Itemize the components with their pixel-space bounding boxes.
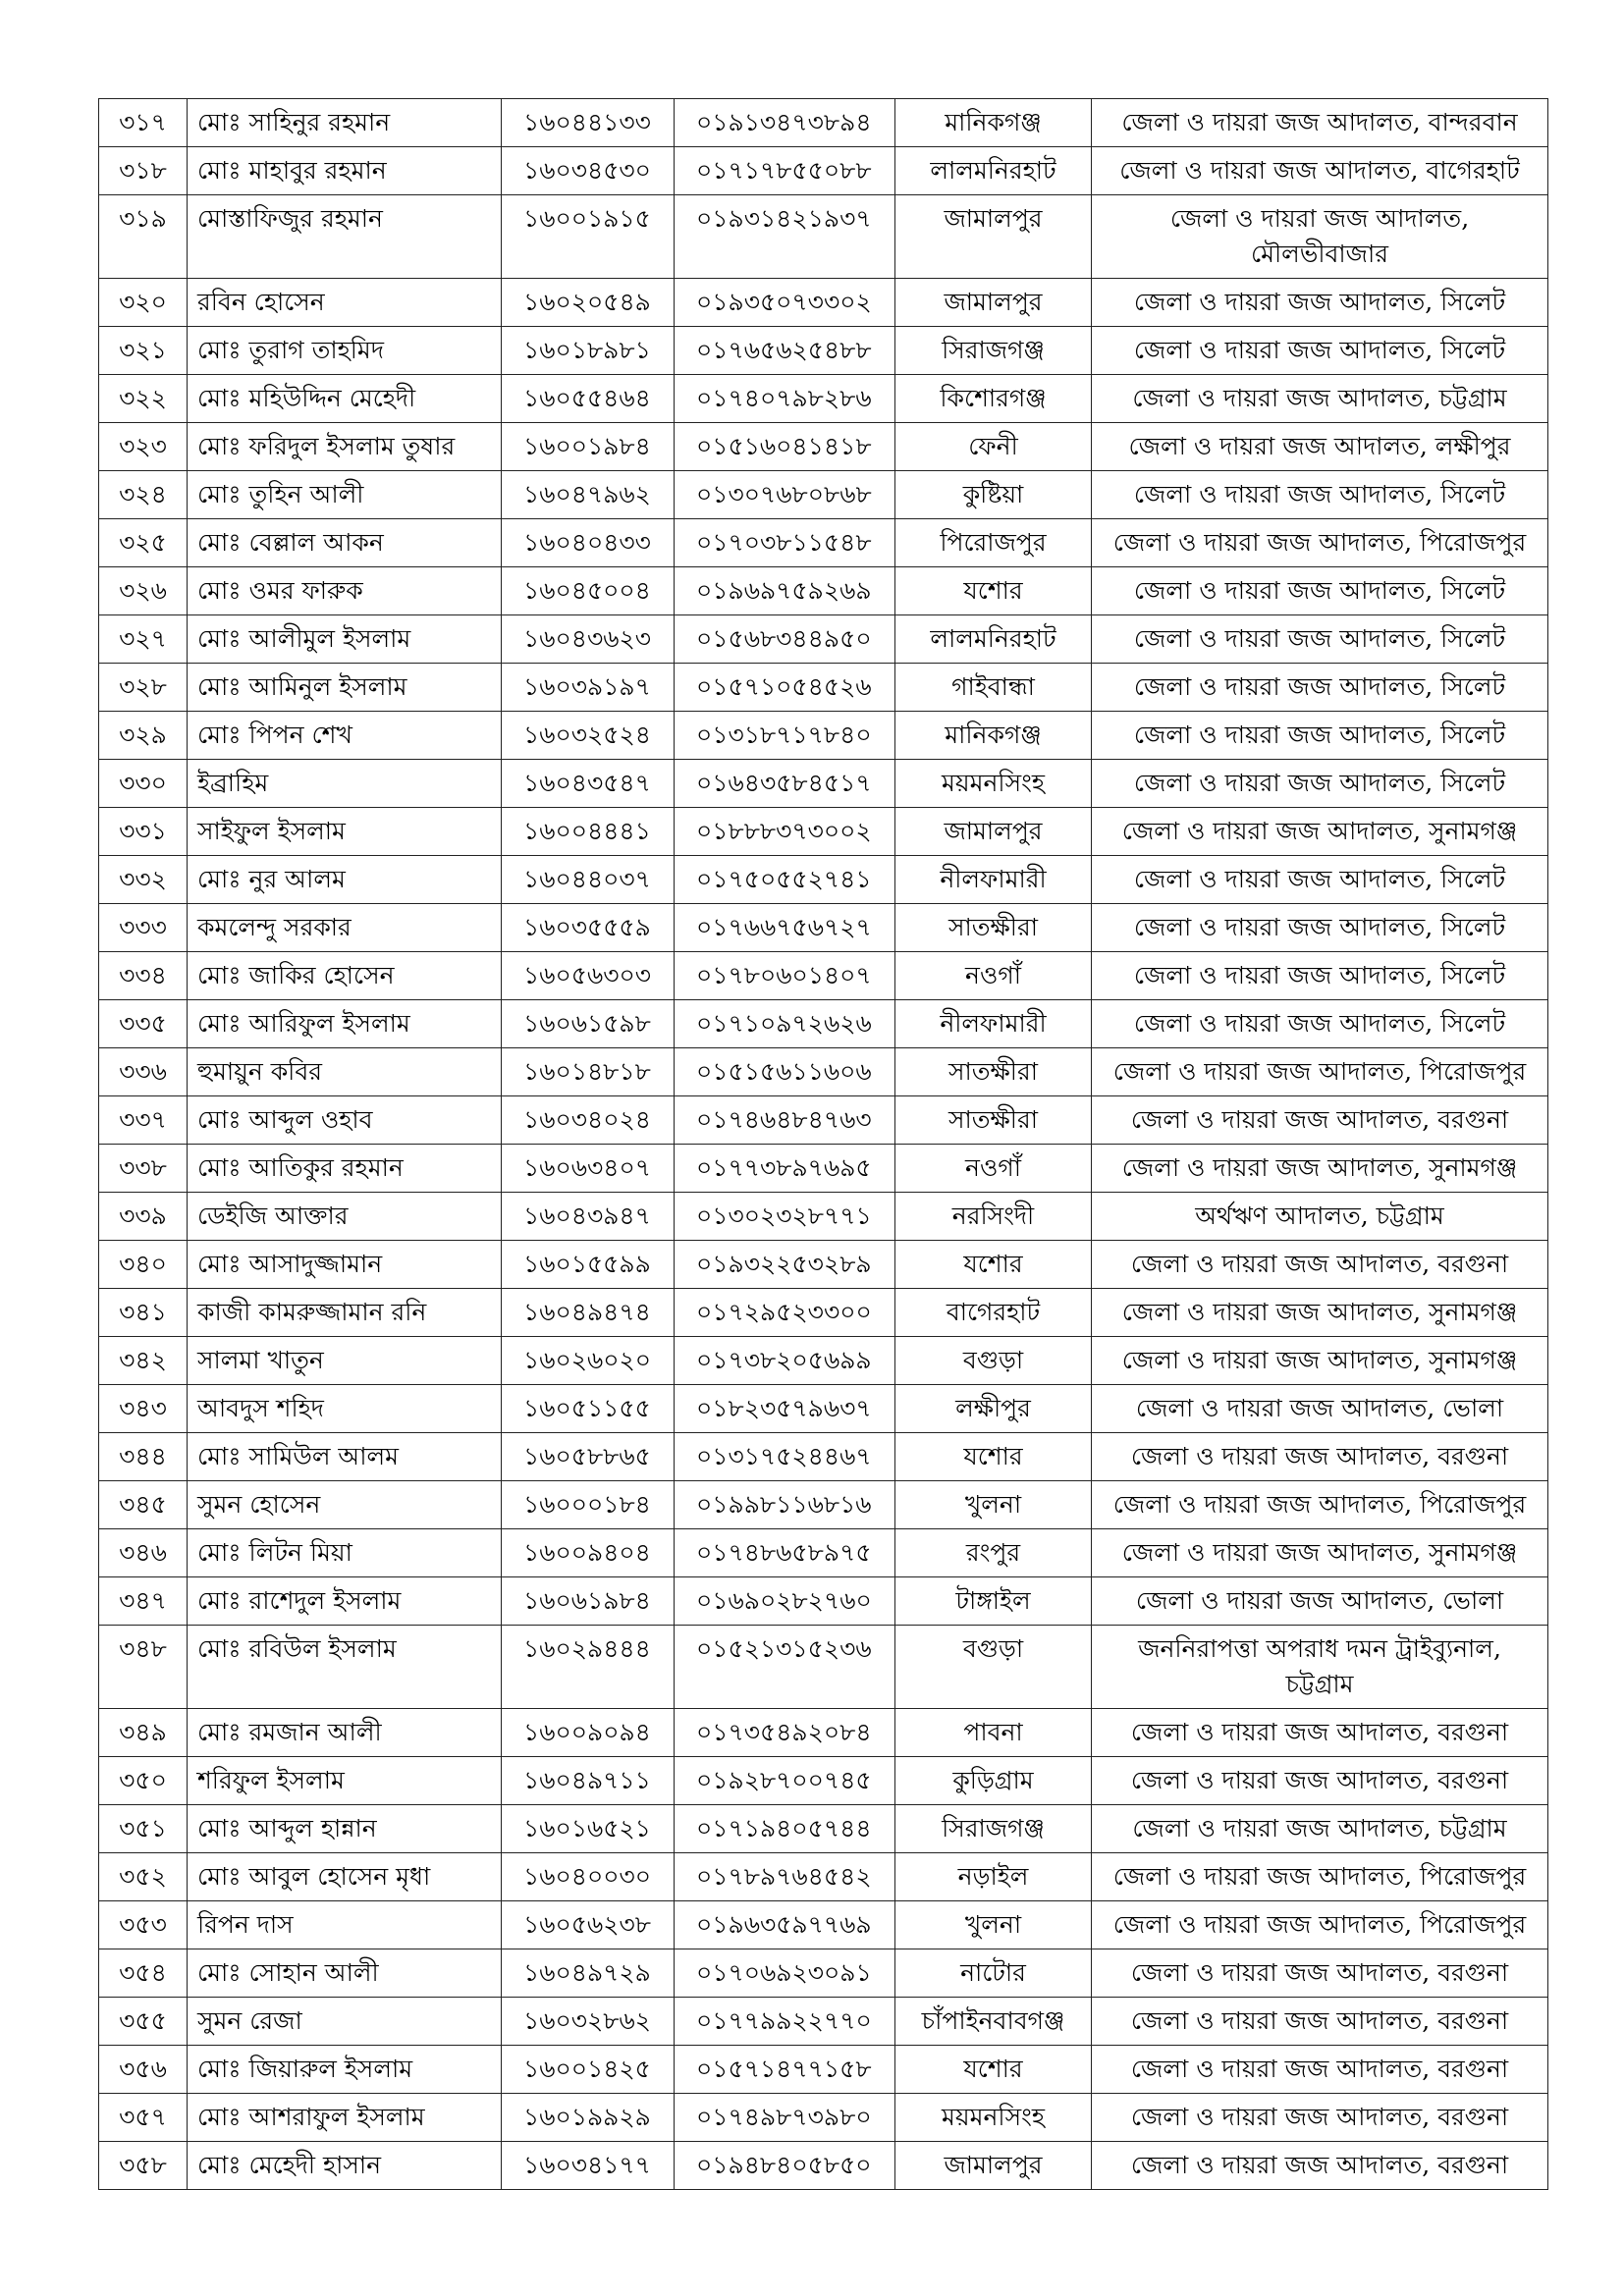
table-row [99, 712, 1548, 760]
table-row [99, 567, 1548, 615]
name-cell: মোঃ আব্দুল ওহাব [188, 1096, 502, 1145]
court-cell: জেলা ও দায়রা জজ আদালত, সিলেট [1092, 1000, 1548, 1048]
table-row [99, 279, 1548, 327]
court-cell: জেলা ও দায়রা জজ আদালত, পিরোজপুর [1092, 519, 1548, 567]
name-cell: মোঃ তুরাগ তাহমিদ [188, 327, 502, 375]
phone-cell: ০১৭৩৫৪৯২০৮৪ [675, 1709, 895, 1757]
phone-cell: ০১৯২৮৭০০৭৪৫ [675, 1757, 895, 1805]
court-cell: জেলা ও দায়রা জজ আদালত, বরগুনা [1092, 1433, 1548, 1481]
table-row [99, 1757, 1548, 1805]
name-cell: মোঃ আশরাফুল ইসলাম [188, 2094, 502, 2142]
name-cell: সালমা খাতুন [188, 1337, 502, 1385]
serial-number-cell: ৩২৬ [99, 567, 188, 615]
table-row [99, 1433, 1548, 1481]
phone-cell: ০১৫১৫৬১১৬০৬ [675, 1048, 895, 1096]
roll-number-cell: ১৬০৪০৪৩৩ [502, 519, 675, 567]
court-cell: জেলা ও দায়রা জজ আদালত, বরগুনা [1092, 1096, 1548, 1145]
name-cell: সুমন রেজা [188, 1998, 502, 2046]
court-cell: জেলা ও দায়রা জজ আদালত, সিলেট [1092, 567, 1548, 615]
district-cell: পিরোজপুর [895, 519, 1092, 567]
table-row [99, 519, 1548, 567]
name-cell: মোঃ ফরিদুল ইসলাম তুষার [188, 423, 502, 471]
court-cell: জেলা ও দায়রা জজ আদালত, সিলেট [1092, 615, 1548, 664]
name-cell: মোঃ আব্দুল হান্নান [188, 1805, 502, 1853]
serial-number-cell: ৩৫০ [99, 1757, 188, 1805]
phone-cell: ০১৭৪০৭৯৮২৮৬ [675, 375, 895, 423]
name-cell: মোঃ জিয়ারুল ইসলাম [188, 2046, 502, 2094]
roll-number-cell: ১৬০৪৭৯৬২ [502, 471, 675, 519]
court-cell: জেলা ও দায়রা জজ আদালত, বাগেরহাট [1092, 147, 1548, 195]
district-cell: জামালপুর [895, 279, 1092, 327]
court-cell: জেলা ও দায়রা জজ আদালত, সুনামগঞ্জ [1092, 1145, 1548, 1193]
roll-number-cell: ১৬০২৬০২০ [502, 1337, 675, 1385]
roll-number-cell: ১৬০৬১৫৯৮ [502, 1000, 675, 1048]
table-row [99, 1241, 1548, 1289]
table-row [99, 1529, 1548, 1577]
name-cell: মোঃ মহিউদ্দিন মেহেদী [188, 375, 502, 423]
court-cell: জেলা ও দায়রা জজ আদালত, সিলেট [1092, 904, 1548, 952]
table-row [99, 1577, 1548, 1626]
court-cell: জেলা ও দায়রা জজ আদালত, সিলেট [1092, 471, 1548, 519]
table-row [99, 1289, 1548, 1337]
table-row [99, 2046, 1548, 2094]
district-cell: কিশোরগঞ্জ [895, 375, 1092, 423]
phone-cell: ০১৭৪৯৮৭৩৯৮০ [675, 2094, 895, 2142]
serial-number-cell: ৩২৩ [99, 423, 188, 471]
name-cell: মোঃ তুহিন আলী [188, 471, 502, 519]
serial-number-cell: ৩২২ [99, 375, 188, 423]
roll-number-cell: ১৬০৪৩৯৪৭ [502, 1193, 675, 1241]
serial-number-cell: ৩১৮ [99, 147, 188, 195]
name-cell: মোঃ সোহান আলী [188, 1949, 502, 1998]
roll-number-cell: ১৬০৫৬২৩৮ [502, 1901, 675, 1949]
table-row [99, 1481, 1548, 1529]
phone-cell: ০১৫২১৩১৫২৩৬ [675, 1626, 895, 1709]
court-cell: জেলা ও দায়রা জজ আদালত, চট্টগ্রাম [1092, 1805, 1548, 1853]
phone-cell: ০১৭৭৩৮৯৭৬৯৫ [675, 1145, 895, 1193]
name-cell: মোঃ সামিউল আলম [188, 1433, 502, 1481]
serial-number-cell: ৩৪৫ [99, 1481, 188, 1529]
court-cell: জননিরাপত্তা অপরাধ দমন ট্রাইব্যুনাল, চট্টগ্রাম [1092, 1626, 1548, 1709]
serial-number-cell: ৩৫৭ [99, 2094, 188, 2142]
phone-cell: ০১৯১৩৪৭৩৮৯৪ [675, 99, 895, 147]
district-cell: বগুড়া [895, 1626, 1092, 1709]
name-cell: মোঃ আবুল হোসেন মৃধা [188, 1853, 502, 1901]
table-row [99, 1901, 1548, 1949]
name-cell: মোঃ মাহাবুর রহমান [188, 147, 502, 195]
court-cell: জেলা ও দায়রা জজ আদালত, ভোলা [1092, 1577, 1548, 1626]
phone-cell: ০১৩১৮৭১৭৮৪০ [675, 712, 895, 760]
district-cell: সাতক্ষীরা [895, 1096, 1092, 1145]
serial-number-cell: ৩৫৬ [99, 2046, 188, 2094]
table-row [99, 808, 1548, 856]
table-row [99, 1853, 1548, 1901]
phone-cell: ০১৭৬৬৭৫৬৭২৭ [675, 904, 895, 952]
district-cell: নীলফামারী [895, 856, 1092, 904]
name-cell: মোঃ সাহিনুর রহমান [188, 99, 502, 147]
district-cell: ফেনী [895, 423, 1092, 471]
roll-number-cell: ১৬০৪৪০৩৭ [502, 856, 675, 904]
name-cell: মোঃ বেল্লাল আকন [188, 519, 502, 567]
phone-cell: ০১৭৪৮৬৫৮৯৭৫ [675, 1529, 895, 1577]
district-cell: নাটোর [895, 1949, 1092, 1998]
roll-number-cell: ১৬০১৮৯৮১ [502, 327, 675, 375]
serial-number-cell: ৩২১ [99, 327, 188, 375]
serial-number-cell: ৩২৭ [99, 615, 188, 664]
court-cell: জেলা ও দায়রা জজ আদালত, সিলেট [1092, 279, 1548, 327]
district-cell: জামালপুর [895, 195, 1092, 279]
table-row [99, 2094, 1548, 2142]
name-cell: রবিন হোসেন [188, 279, 502, 327]
serial-number-cell: ৩৩২ [99, 856, 188, 904]
phone-cell: ০১৫৭১৪৭৭১৫৮ [675, 2046, 895, 2094]
name-cell: মোঃ নুর আলম [188, 856, 502, 904]
name-cell: সুমন হোসেন [188, 1481, 502, 1529]
roll-number-cell: ১৬০৪৯৪৭৪ [502, 1289, 675, 1337]
name-cell: আবদুস শহিদ [188, 1385, 502, 1433]
table-row [99, 327, 1548, 375]
district-cell: সাতক্ষীরা [895, 904, 1092, 952]
serial-number-cell: ৩২০ [99, 279, 188, 327]
phone-cell: ০১৭৪৬৪৮৪৭৬৩ [675, 1096, 895, 1145]
table-row [99, 1145, 1548, 1193]
roll-number-cell: ১৬০১৫৫৯৯ [502, 1241, 675, 1289]
table-row [99, 952, 1548, 1000]
court-cell: জেলা ও দায়রা জজ আদালত, বরগুনা [1092, 1998, 1548, 2046]
name-cell: মোঃ রবিউল ইসলাম [188, 1626, 502, 1709]
name-cell: মোঃ আলীমুল ইসলাম [188, 615, 502, 664]
serial-number-cell: ৩৩৭ [99, 1096, 188, 1145]
serial-number-cell: ৩৪২ [99, 1337, 188, 1385]
district-cell: সিরাজগঞ্জ [895, 327, 1092, 375]
serial-number-cell: ৩৫৪ [99, 1949, 188, 1998]
district-cell: ময়মনসিংহ [895, 2094, 1092, 2142]
name-cell: মোঃ পিপন শেখ [188, 712, 502, 760]
document-page [98, 98, 1547, 2190]
table-row [99, 1626, 1548, 1709]
district-cell: নড়াইল [895, 1853, 1092, 1901]
name-cell: ডেইজি আক্তার [188, 1193, 502, 1241]
roll-number-cell: ১৬০০১৪২৫ [502, 2046, 675, 2094]
roll-number-cell: ১৬০০৯৪০৪ [502, 1529, 675, 1577]
serial-number-cell: ৩৫৩ [99, 1901, 188, 1949]
court-cell: জেলা ও দায়রা জজ আদালত, বরগুনা [1092, 1949, 1548, 1998]
table-row [99, 904, 1548, 952]
table-row [99, 856, 1548, 904]
district-cell: যশোর [895, 1241, 1092, 1289]
serial-number-cell: ৩৪৩ [99, 1385, 188, 1433]
name-cell: মোঃ মেহেদী হাসান [188, 2142, 502, 2190]
roll-number-cell: ১৬০৫৮৮৬৫ [502, 1433, 675, 1481]
roll-number-cell: ১৬০৩২৫২৪ [502, 712, 675, 760]
district-cell: নওগাঁ [895, 1145, 1092, 1193]
table-row [99, 1193, 1548, 1241]
roll-number-cell: ১৬০০১৯১৫ [502, 195, 675, 279]
roll-number-cell: ১৬০০০১৮৪ [502, 1481, 675, 1529]
court-cell: জেলা ও দায়রা জজ আদালত, পিরোজপুর [1092, 1048, 1548, 1096]
table-row [99, 1709, 1548, 1757]
table-row [99, 99, 1548, 147]
roll-number-cell: ১৬০১৯৯২৯ [502, 2094, 675, 2142]
district-cell: লক্ষীপুর [895, 1385, 1092, 1433]
phone-cell: ০১৭৭৯৯২২৭৭০ [675, 1998, 895, 2046]
phone-cell: ০১৭১৭৮৫৫০৮৮ [675, 147, 895, 195]
phone-cell: ০১৩১৭৫২৪৪৬৭ [675, 1433, 895, 1481]
serial-number-cell: ৩৩৩ [99, 904, 188, 952]
court-cell: জেলা ও দায়রা জজ আদালত, সুনামগঞ্জ [1092, 1289, 1548, 1337]
phone-cell: ০১৮৮৮৩৭৩০০২ [675, 808, 895, 856]
roll-number-cell: ১৬০১৪৮১৮ [502, 1048, 675, 1096]
phone-cell: ০১৭৩৮২০৫৬৯৯ [675, 1337, 895, 1385]
district-cell: মানিকগঞ্জ [895, 99, 1092, 147]
district-cell: গাইবান্ধা [895, 664, 1092, 712]
roll-number-cell: ১৬০৬৩৪০৭ [502, 1145, 675, 1193]
court-cell: অর্থঋণ আদালত, চট্টগ্রাম [1092, 1193, 1548, 1241]
phone-cell: ০১৭০৬৯২৩০৯১ [675, 1949, 895, 1998]
serial-number-cell: ৩৫৮ [99, 2142, 188, 2190]
district-cell: খুলনা [895, 1901, 1092, 1949]
serial-number-cell: ৩৩৫ [99, 1000, 188, 1048]
roll-number-cell: ১৬০৪৩৫৪৭ [502, 760, 675, 808]
roll-number-cell: ১৬০৩৪০২৪ [502, 1096, 675, 1145]
phone-cell: ০১৯৩২২৫৩২৮৯ [675, 1241, 895, 1289]
table-row [99, 760, 1548, 808]
court-cell: জেলা ও দায়রা জজ আদালত, পিরোজপুর [1092, 1901, 1548, 1949]
name-cell: মোঃ আরিফুল ইসলাম [188, 1000, 502, 1048]
phone-cell: ০১৯৯৮১১৬৮১৬ [675, 1481, 895, 1529]
phone-cell: ০১৯৩১৪২১৯৩৭ [675, 195, 895, 279]
court-cell: জেলা ও দায়রা জজ আদালত, সিলেট [1092, 327, 1548, 375]
roll-number-cell: ১৬০৩৪৫৩০ [502, 147, 675, 195]
court-cell: জেলা ও দায়রা জজ আদালত, বরগুনা [1092, 2094, 1548, 2142]
district-cell: যশোর [895, 567, 1092, 615]
court-cell: জেলা ও দায়রা জজ আদালত, পিরোজপুর [1092, 1481, 1548, 1529]
district-cell: যশোর [895, 1433, 1092, 1481]
court-cell: জেলা ও দায়রা জজ আদালত, সুনামগঞ্জ [1092, 808, 1548, 856]
serial-number-cell: ৩৪৮ [99, 1626, 188, 1709]
court-cell: জেলা ও দায়রা জজ আদালত, বরগুনা [1092, 1241, 1548, 1289]
table-row [99, 1000, 1548, 1048]
court-cell: জেলা ও দায়রা জজ আদালত, বরগুনা [1092, 1757, 1548, 1805]
court-cell: জেলা ও দায়রা জজ আদালত, বরগুনা [1092, 1709, 1548, 1757]
roll-number-cell: ১৬০৪৯৭২৯ [502, 1949, 675, 1998]
roll-number-cell: ১৬০৬১৯৮৪ [502, 1577, 675, 1626]
court-cell: জেলা ও দায়রা জজ আদালত, মৌলভীবাজার [1092, 195, 1548, 279]
district-cell: খুলনা [895, 1481, 1092, 1529]
court-cell: জেলা ও দায়রা জজ আদালত, চট্টগ্রাম [1092, 375, 1548, 423]
district-cell: রংপুর [895, 1529, 1092, 1577]
phone-cell: ০১৯৪৮৪০৫৮৫০ [675, 2142, 895, 2190]
name-cell: কমলেন্দু সরকার [188, 904, 502, 952]
district-cell: কুড়িগ্রাম [895, 1757, 1092, 1805]
roll-number-cell: ১৬০৫১১৫৫ [502, 1385, 675, 1433]
name-cell: শরিফুল ইসলাম [188, 1757, 502, 1805]
table-body [99, 99, 1548, 2190]
table-row [99, 1096, 1548, 1145]
district-cell: সিরাজগঞ্জ [895, 1805, 1092, 1853]
district-cell: ময়মনসিংহ [895, 760, 1092, 808]
name-cell: মোঃ রাশেদুল ইসলাম [188, 1577, 502, 1626]
roll-number-cell: ১৬০৪০০৩০ [502, 1853, 675, 1901]
district-cell: লালমনিরহাট [895, 147, 1092, 195]
table-row [99, 1337, 1548, 1385]
name-cell: মোঃ আতিকুর রহমান [188, 1145, 502, 1193]
district-cell: কুষ্টিয়া [895, 471, 1092, 519]
court-cell: জেলা ও দায়রা জজ আদালত, বরগুনা [1092, 2046, 1548, 2094]
name-cell: সাইফুল ইসলাম [188, 808, 502, 856]
court-cell: জেলা ও দায়রা জজ আদালত, সুনামগঞ্জ [1092, 1337, 1548, 1385]
roll-number-cell: ১৬০৩৫৫৫৯ [502, 904, 675, 952]
name-cell: রিপন দাস [188, 1901, 502, 1949]
table-row [99, 1949, 1548, 1998]
roll-number-cell: ১৬০২৯৪৪৪ [502, 1626, 675, 1709]
serial-number-cell: ৩২৫ [99, 519, 188, 567]
serial-number-cell: ৩৪৯ [99, 1709, 188, 1757]
phone-cell: ০১৯৩৫০৭৩৩০২ [675, 279, 895, 327]
court-cell: জেলা ও দায়রা জজ আদালত, সিলেট [1092, 952, 1548, 1000]
serial-number-cell: ৩৫২ [99, 1853, 188, 1901]
name-cell: কাজী কামরুজ্জামান রনি [188, 1289, 502, 1337]
name-cell: মোঃ জাকির হোসেন [188, 952, 502, 1000]
serial-number-cell: ৩৪৭ [99, 1577, 188, 1626]
serial-number-cell: ৩৩৯ [99, 1193, 188, 1241]
serial-number-cell: ৩৪৬ [99, 1529, 188, 1577]
table-row [99, 375, 1548, 423]
roll-number-cell: ১৬০৪৫০০৪ [502, 567, 675, 615]
court-cell: জেলা ও দায়রা জজ আদালত, বরগুনা [1092, 2142, 1548, 2190]
table-row [99, 1805, 1548, 1853]
district-cell: টাঙ্গাইল [895, 1577, 1092, 1626]
district-cell: পাবনা [895, 1709, 1092, 1757]
table-row [99, 147, 1548, 195]
name-cell: মোঃ ওমর ফারুক [188, 567, 502, 615]
phone-cell: ০১৭৫০৫৫২৭৪১ [675, 856, 895, 904]
phone-cell: ০১৫৬৮৩৪৪৯৫০ [675, 615, 895, 664]
phone-cell: ০১৫১৬০৪১৪১৮ [675, 423, 895, 471]
name-cell: হুমায়ুন কবির [188, 1048, 502, 1096]
name-cell: মোঃ রমজান আলী [188, 1709, 502, 1757]
court-cell: জেলা ও দায়রা জজ আদালত, সিলেট [1092, 664, 1548, 712]
serial-number-cell: ৩৩০ [99, 760, 188, 808]
phone-cell: ০১৭১৯৪০৫৭৪৪ [675, 1805, 895, 1853]
phone-cell: ০১৭৬৫৬২৫৪৮৮ [675, 327, 895, 375]
district-cell: মানিকগঞ্জ [895, 712, 1092, 760]
name-cell: মোঃ আসাদুজ্জামান [188, 1241, 502, 1289]
table-row [99, 195, 1548, 279]
serial-number-cell: ৩৫৫ [99, 1998, 188, 2046]
roll-number-cell: ১৬০১৬৫২১ [502, 1805, 675, 1853]
table-row [99, 1048, 1548, 1096]
serial-number-cell: ৩৩৪ [99, 952, 188, 1000]
serial-number-cell: ৩৩৮ [99, 1145, 188, 1193]
phone-cell: ০১৭১০৯৭২৬২৬ [675, 1000, 895, 1048]
court-cell: জেলা ও দায়রা জজ আদালত, সিলেট [1092, 712, 1548, 760]
candidate-table [98, 98, 1548, 2190]
roll-number-cell: ১৬০৪৩৬২৩ [502, 615, 675, 664]
district-cell: জামালপুর [895, 2142, 1092, 2190]
roll-number-cell: ১৬০০৯০৯৪ [502, 1709, 675, 1757]
roll-number-cell: ১৬০০১৯৮৪ [502, 423, 675, 471]
name-cell: মোস্তাফিজুর রহমান [188, 195, 502, 279]
table-row [99, 2142, 1548, 2190]
table-row [99, 423, 1548, 471]
table-row [99, 1998, 1548, 2046]
district-cell: চাঁপাইনবাবগঞ্জ [895, 1998, 1092, 2046]
roll-number-cell: ১৬০৩২৮৬২ [502, 1998, 675, 2046]
district-cell: বগুড়া [895, 1337, 1092, 1385]
district-cell: নওগাঁ [895, 952, 1092, 1000]
table-row [99, 1385, 1548, 1433]
serial-number-cell: ৩৪৪ [99, 1433, 188, 1481]
court-cell: জেলা ও দায়রা জজ আদালত, বান্দরবান [1092, 99, 1548, 147]
serial-number-cell: ৩৫১ [99, 1805, 188, 1853]
phone-cell: ০১৬৪৩৫৮৪৫১৭ [675, 760, 895, 808]
roll-number-cell: ১৬০৪৪১৩৩ [502, 99, 675, 147]
serial-number-cell: ৩২৯ [99, 712, 188, 760]
phone-cell: ০১৭৮৯৭৬৪৫৪২ [675, 1853, 895, 1901]
district-cell: বাগেরহাট [895, 1289, 1092, 1337]
district-cell: যশোর [895, 2046, 1092, 2094]
serial-number-cell: ৩১৯ [99, 195, 188, 279]
district-cell: নীলফামারী [895, 1000, 1092, 1048]
serial-number-cell: ৩৩৬ [99, 1048, 188, 1096]
serial-number-cell: ৩২৮ [99, 664, 188, 712]
roll-number-cell: ১৬০৫৫৪৬৪ [502, 375, 675, 423]
phone-cell: ০১৭৮০৬০১৪০৭ [675, 952, 895, 1000]
phone-cell: ০১৯৬৩৫৯৭৭৬৯ [675, 1901, 895, 1949]
phone-cell: ০১৩০২৩২৮৭৭১ [675, 1193, 895, 1241]
district-cell: লালমনিরহাট [895, 615, 1092, 664]
court-cell: জেলা ও দায়রা জজ আদালত, লক্ষীপুর [1092, 423, 1548, 471]
roll-number-cell: ১৬০৫৬৩০৩ [502, 952, 675, 1000]
serial-number-cell: ৩২৪ [99, 471, 188, 519]
court-cell: জেলা ও দায়রা জজ আদালত, পিরোজপুর [1092, 1853, 1548, 1901]
name-cell: মোঃ আমিনুল ইসলাম [188, 664, 502, 712]
name-cell: ইব্রাহিম [188, 760, 502, 808]
table-row [99, 664, 1548, 712]
name-cell: মোঃ লিটন মিয়া [188, 1529, 502, 1577]
serial-number-cell: ৩৪১ [99, 1289, 188, 1337]
table-row [99, 471, 1548, 519]
roll-number-cell: ১৬০৪৯৭১১ [502, 1757, 675, 1805]
phone-cell: ০১৬৯০২৮২৭৬০ [675, 1577, 895, 1626]
district-cell: নরসিংদী [895, 1193, 1092, 1241]
phone-cell: ০১৭০৩৮১১৫৪৮ [675, 519, 895, 567]
district-cell: সাতক্ষীরা [895, 1048, 1092, 1096]
phone-cell: ০১৭২৯৫২৩৩০০ [675, 1289, 895, 1337]
phone-cell: ০১৩০৭৬৮০৮৬৮ [675, 471, 895, 519]
serial-number-cell: ৩৪০ [99, 1241, 188, 1289]
court-cell: জেলা ও দায়রা জজ আদালত, সিলেট [1092, 856, 1548, 904]
serial-number-cell: ৩১৭ [99, 99, 188, 147]
serial-number-cell: ৩৩১ [99, 808, 188, 856]
roll-number-cell: ১৬০২০৫৪৯ [502, 279, 675, 327]
phone-cell: ০১৮২৩৫৭৯৬৩৭ [675, 1385, 895, 1433]
phone-cell: ০১৫৭১০৫৪৫২৬ [675, 664, 895, 712]
court-cell: জেলা ও দায়রা জজ আদালত, সিলেট [1092, 760, 1548, 808]
roll-number-cell: ১৬০০৪৪৪১ [502, 808, 675, 856]
court-cell: জেলা ও দায়রা জজ আদালত, সুনামগঞ্জ [1092, 1529, 1548, 1577]
court-cell: জেলা ও দায়রা জজ আদালত, ভোলা [1092, 1385, 1548, 1433]
roll-number-cell: ১৬০৩৪১৭৭ [502, 2142, 675, 2190]
district-cell: জামালপুর [895, 808, 1092, 856]
table-row [99, 615, 1548, 664]
phone-cell: ০১৯৬৯৭৫৯২৬৯ [675, 567, 895, 615]
roll-number-cell: ১৬০৩৯১৯৭ [502, 664, 675, 712]
